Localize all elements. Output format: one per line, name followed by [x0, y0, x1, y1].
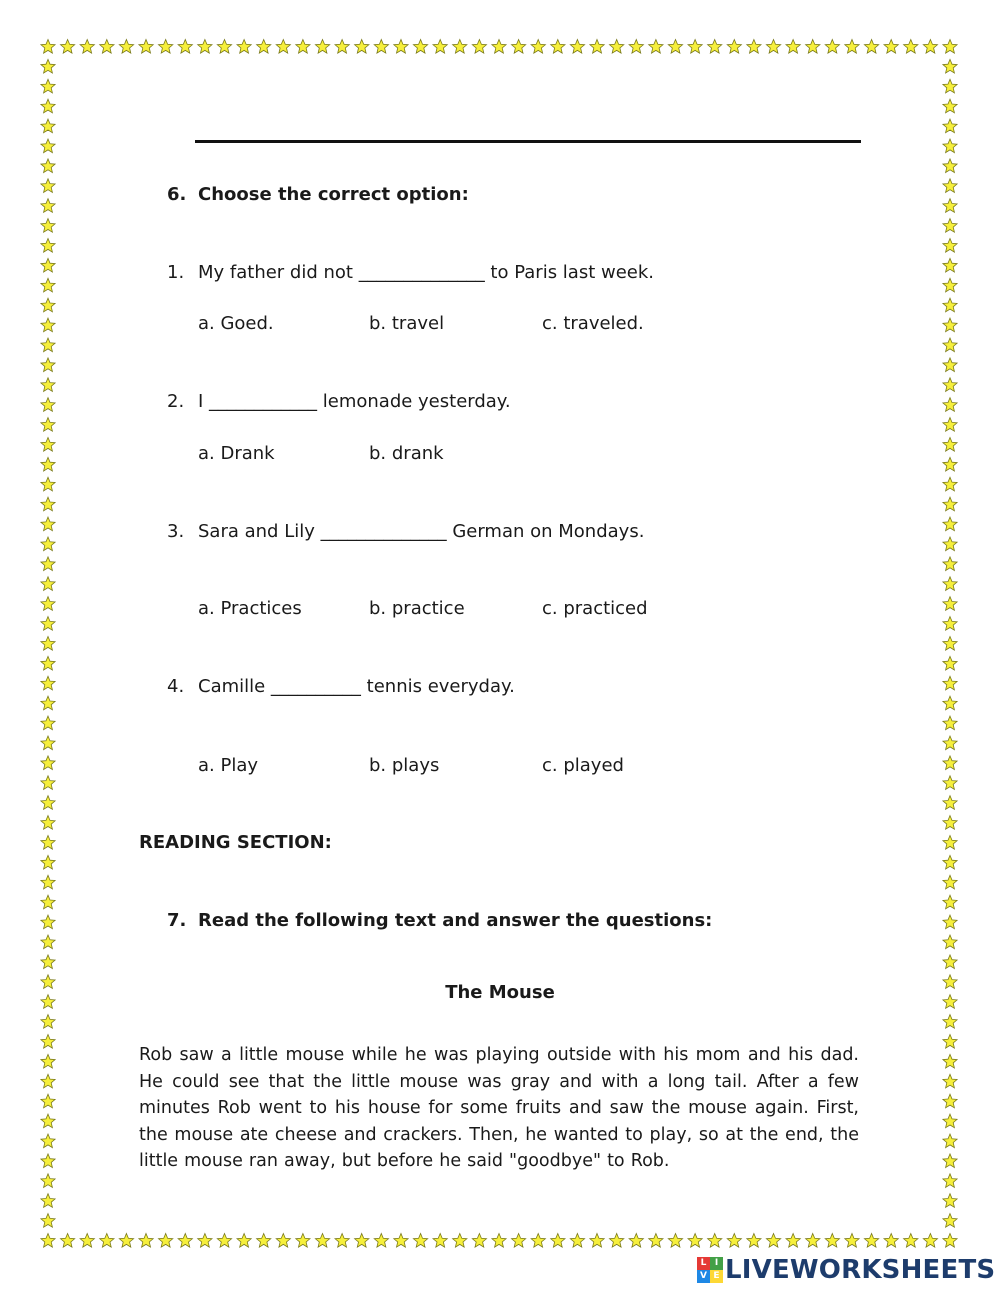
border-star-icon	[139, 1234, 153, 1248]
border-star-icon	[217, 40, 231, 54]
border-star-icon	[943, 219, 957, 233]
border-star-icon	[296, 1234, 310, 1248]
border-star-icon	[41, 855, 55, 869]
question-2-option-b: b. drank	[369, 443, 444, 464]
border-star-icon	[61, 40, 75, 54]
border-star-icon	[884, 40, 898, 54]
border-star-icon	[904, 40, 918, 54]
border-star-icon	[943, 696, 957, 710]
border-star-icon	[41, 597, 55, 611]
border-star-icon	[943, 955, 957, 969]
border-star-icon	[766, 40, 780, 54]
border-star-icon	[41, 656, 55, 670]
border-star-icon	[119, 1234, 133, 1248]
border-star-icon	[41, 1114, 55, 1128]
border-star-icon	[41, 796, 55, 810]
border-star-icon	[80, 40, 94, 54]
border-star-icon	[943, 119, 957, 133]
border-star-icon	[41, 457, 55, 471]
border-star-icon	[315, 1234, 329, 1248]
border-star-icon	[668, 1234, 682, 1248]
exercise-6-number: 6.	[167, 184, 187, 205]
border-star-icon	[943, 836, 957, 850]
border-star-icon	[884, 1234, 898, 1248]
border-star-icon	[237, 40, 251, 54]
border-star-icon	[943, 915, 957, 929]
border-star-icon	[943, 338, 957, 352]
border-star-icon	[41, 179, 55, 193]
border-star-icon	[570, 40, 584, 54]
border-star-icon	[943, 597, 957, 611]
border-star-icon	[119, 40, 133, 54]
border-star-icon	[943, 577, 957, 591]
border-star-icon	[41, 497, 55, 511]
border-star-icon	[825, 1234, 839, 1248]
border-star-icon	[943, 517, 957, 531]
border-star-icon	[943, 1234, 957, 1248]
border-star-icon	[237, 1234, 251, 1248]
border-star-icon	[41, 318, 55, 332]
border-star-icon	[649, 1234, 663, 1248]
border-star-icon	[374, 40, 388, 54]
border-star-icon	[41, 199, 55, 213]
border-star-icon	[943, 557, 957, 571]
border-star-icon	[708, 1234, 722, 1248]
border-star-icon	[41, 1154, 55, 1168]
border-star-icon	[708, 40, 722, 54]
border-star-icon	[806, 40, 820, 54]
border-star-icon	[41, 477, 55, 491]
border-star-icon	[41, 915, 55, 929]
question-1-number: 1.	[167, 262, 185, 283]
exercise-7-title: Read the following text and answer the questions:	[198, 910, 713, 931]
border-star-icon	[943, 477, 957, 491]
border-star-icon	[41, 537, 55, 551]
question-3-option-a: a. Practices	[198, 598, 302, 619]
border-star-icon	[943, 278, 957, 292]
border-star-icon	[747, 1234, 761, 1248]
border-star-icon	[41, 1234, 55, 1248]
border-star-icon	[531, 40, 545, 54]
border-star-icon	[355, 40, 369, 54]
border-star-icon	[159, 40, 173, 54]
story-paragraph: Rob saw a little mouse while he was playing outside with his mom and his dad. He could see that the little mouse was gray and with a long tail. After a few minutes Rob went to his house for some fruits and saw the mouse again. First, the mouse ate cheese and crackers. Then, he wanted to play, so at the end, the little mouse ran away, but before he said "goodbye" to Rob.	[139, 1045, 859, 1171]
logo-letter-v: V	[697, 1270, 710, 1283]
border-star-icon	[943, 99, 957, 113]
question-4-option-c: c. played	[542, 755, 624, 776]
border-star-icon	[41, 517, 55, 531]
border-star-icon	[943, 298, 957, 312]
border-star-icon	[178, 1234, 192, 1248]
border-star-icon	[610, 1234, 624, 1248]
border-star-icon	[41, 239, 55, 253]
question-1-option-a: a. Goed.	[198, 313, 274, 334]
border-star-icon	[100, 40, 114, 54]
border-star-icon	[433, 40, 447, 54]
story-title: The Mouse	[445, 982, 555, 1003]
border-star-icon	[178, 40, 192, 54]
border-star-icon	[198, 1234, 212, 1248]
border-star-icon	[61, 1234, 75, 1248]
border-star-icon	[139, 40, 153, 54]
border-star-icon	[943, 318, 957, 332]
border-star-icon	[41, 1054, 55, 1068]
border-star-icon	[276, 1234, 290, 1248]
border-star-icon	[413, 40, 427, 54]
border-star-icon	[41, 1015, 55, 1029]
border-star-icon	[159, 1234, 173, 1248]
border-star-icon	[943, 1134, 957, 1148]
border-star-icon	[41, 895, 55, 909]
border-star-icon	[943, 497, 957, 511]
border-star-icon	[570, 1234, 584, 1248]
border-star-icon	[512, 1234, 526, 1248]
border-star-icon	[394, 1234, 408, 1248]
border-star-icon	[355, 1234, 369, 1248]
border-star-icon	[41, 716, 55, 730]
liveworksheets-watermark	[697, 1255, 995, 1285]
border-star-icon	[943, 736, 957, 750]
border-star-icon	[845, 1234, 859, 1248]
border-star-icon	[41, 40, 55, 54]
border-star-icon	[864, 1234, 878, 1248]
border-star-icon	[943, 258, 957, 272]
question-4-option-a: a. Play	[198, 755, 259, 776]
border-star-icon	[943, 179, 957, 193]
border-star-icon	[41, 258, 55, 272]
border-star-icon	[100, 1234, 114, 1248]
border-star-icon	[453, 40, 467, 54]
border-star-icon	[257, 40, 271, 54]
border-star-icon	[943, 855, 957, 869]
border-star-icon	[943, 676, 957, 690]
border-star-icon	[41, 557, 55, 571]
border-star-icon	[41, 338, 55, 352]
liveworksheets-logo-icon	[697, 1257, 723, 1283]
border-star-icon	[727, 40, 741, 54]
question-2-text: I ____________ lemonade yesterday.	[198, 391, 511, 412]
border-star-icon	[943, 1114, 957, 1128]
border-star-icon	[41, 358, 55, 372]
border-star-icon	[276, 40, 290, 54]
border-star-icon	[257, 1234, 271, 1248]
border-star-icon	[943, 59, 957, 73]
border-star-icon	[943, 438, 957, 452]
border-star-icon	[923, 1234, 937, 1248]
border-star-icon	[943, 776, 957, 790]
border-star-icon	[335, 40, 349, 54]
border-star-icon	[335, 1234, 349, 1248]
border-star-icon	[943, 1214, 957, 1228]
border-star-icon	[590, 1234, 604, 1248]
logo-letter-i: I	[710, 1257, 723, 1270]
border-star-icon	[41, 776, 55, 790]
border-star-icon	[688, 1234, 702, 1248]
border-star-icon	[727, 1234, 741, 1248]
border-star-icon	[786, 1234, 800, 1248]
border-star-icon	[610, 40, 624, 54]
border-star-icon	[943, 816, 957, 830]
border-star-icon	[41, 756, 55, 770]
border-star-icon	[786, 40, 800, 54]
question-1-text: My father did not ______________ to Paris last week.	[198, 262, 655, 283]
border-star-icon	[41, 875, 55, 889]
border-star-icon	[41, 79, 55, 93]
border-star-icon	[315, 40, 329, 54]
border-star-icon	[806, 1234, 820, 1248]
border-star-icon	[943, 1054, 957, 1068]
border-star-icon	[943, 1035, 957, 1049]
border-star-icon	[374, 1234, 388, 1248]
border-star-icon	[41, 935, 55, 949]
border-star-icon	[492, 40, 506, 54]
border-star-icon	[943, 617, 957, 631]
border-star-icon	[943, 1194, 957, 1208]
border-star-icon	[943, 457, 957, 471]
logo-letter-e: E	[710, 1270, 723, 1283]
border-star-icon	[433, 1234, 447, 1248]
border-star-icon	[747, 40, 761, 54]
border-star-icon	[943, 716, 957, 730]
border-star-icon	[41, 696, 55, 710]
border-star-icon	[766, 1234, 780, 1248]
border-star-icon	[649, 40, 663, 54]
question-3-text: Sara and Lily ______________ German on Mondays.	[198, 521, 645, 542]
exercise-6-title: Choose the correct option:	[198, 184, 469, 205]
border-star-icon	[492, 1234, 506, 1248]
border-star-icon	[943, 756, 957, 770]
question-3-number: 3.	[167, 521, 185, 542]
border-star-icon	[688, 40, 702, 54]
question-2-option-a: a. Drank	[198, 443, 275, 464]
border-star-icon	[41, 577, 55, 591]
border-star-icon	[394, 40, 408, 54]
question-2-number: 2.	[167, 391, 185, 412]
border-star-icon	[41, 836, 55, 850]
border-star-icon	[590, 40, 604, 54]
border-star-icon	[80, 1234, 94, 1248]
question-4-number: 4.	[167, 676, 185, 697]
border-star-icon	[943, 1094, 957, 1108]
border-star-icon	[629, 1234, 643, 1248]
border-star-icon	[41, 398, 55, 412]
exercise-7-number: 7.	[167, 910, 187, 931]
border-star-icon	[41, 378, 55, 392]
border-star-icon	[943, 79, 957, 93]
border-star-icon	[41, 1214, 55, 1228]
border-star-icon	[512, 40, 526, 54]
border-star-icon	[41, 1094, 55, 1108]
border-star-icon	[943, 875, 957, 889]
border-star-icon	[41, 1194, 55, 1208]
border-star-icon	[41, 1134, 55, 1148]
border-star-icon	[198, 40, 212, 54]
border-star-icon	[296, 40, 310, 54]
border-star-icon	[943, 139, 957, 153]
border-star-icon	[943, 358, 957, 372]
border-star-icon	[943, 935, 957, 949]
border-star-icon	[41, 119, 55, 133]
border-star-icon	[453, 1234, 467, 1248]
border-star-icon	[864, 40, 878, 54]
border-star-icon	[943, 378, 957, 392]
border-star-icon	[943, 398, 957, 412]
border-star-icon	[943, 656, 957, 670]
name-line	[195, 140, 861, 143]
border-star-icon	[41, 59, 55, 73]
watermark-text: LIVEWORKSHEETS	[725, 1255, 996, 1285]
logo-letter-l: L	[697, 1257, 710, 1270]
border-star-icon	[943, 1174, 957, 1188]
border-star-icon	[41, 278, 55, 292]
border-star-icon	[943, 895, 957, 909]
border-star-icon	[943, 418, 957, 432]
border-star-icon	[41, 955, 55, 969]
reading-section-heading: READING SECTION:	[139, 832, 332, 853]
border-star-icon	[41, 676, 55, 690]
border-star-icon	[41, 219, 55, 233]
border-star-icon	[41, 637, 55, 651]
border-star-icon	[904, 1234, 918, 1248]
border-star-icon	[41, 159, 55, 173]
question-1-option-b: b. travel	[369, 313, 445, 334]
border-star-icon	[943, 796, 957, 810]
border-star-icon	[531, 1234, 545, 1248]
border-star-icon	[41, 139, 55, 153]
border-star-icon	[943, 1074, 957, 1088]
border-star-icon	[41, 99, 55, 113]
border-star-icon	[825, 40, 839, 54]
border-star-icon	[551, 40, 565, 54]
border-star-icon	[943, 159, 957, 173]
border-star-icon	[41, 736, 55, 750]
question-3-option-c: c. practiced	[542, 598, 648, 619]
border-star-icon	[41, 617, 55, 631]
border-star-icon	[943, 637, 957, 651]
border-star-icon	[943, 537, 957, 551]
border-star-icon	[943, 1154, 957, 1168]
question-3-option-b: b. practice	[369, 598, 465, 619]
border-star-icon	[41, 1074, 55, 1088]
border-star-icon	[472, 1234, 486, 1248]
border-star-icon	[943, 239, 957, 253]
border-star-icon	[41, 418, 55, 432]
border-star-icon	[41, 438, 55, 452]
border-star-icon	[217, 1234, 231, 1248]
border-star-icon	[943, 199, 957, 213]
border-star-icon	[41, 1035, 55, 1049]
border-star-icon	[41, 298, 55, 312]
border-star-icon	[551, 1234, 565, 1248]
border-star-icon	[845, 40, 859, 54]
border-star-icon	[41, 1174, 55, 1188]
question-1-option-c: c. traveled.	[542, 313, 644, 334]
border-star-icon	[923, 40, 937, 54]
question-4-text: Camille __________ tennis everyday.	[198, 676, 515, 697]
question-4-option-b: b. plays	[369, 755, 440, 776]
border-star-icon	[413, 1234, 427, 1248]
border-star-icon	[668, 40, 682, 54]
border-star-icon	[943, 1015, 957, 1029]
border-star-icon	[943, 40, 957, 54]
border-star-icon	[41, 816, 55, 830]
border-star-icon	[629, 40, 643, 54]
border-star-icon	[472, 40, 486, 54]
